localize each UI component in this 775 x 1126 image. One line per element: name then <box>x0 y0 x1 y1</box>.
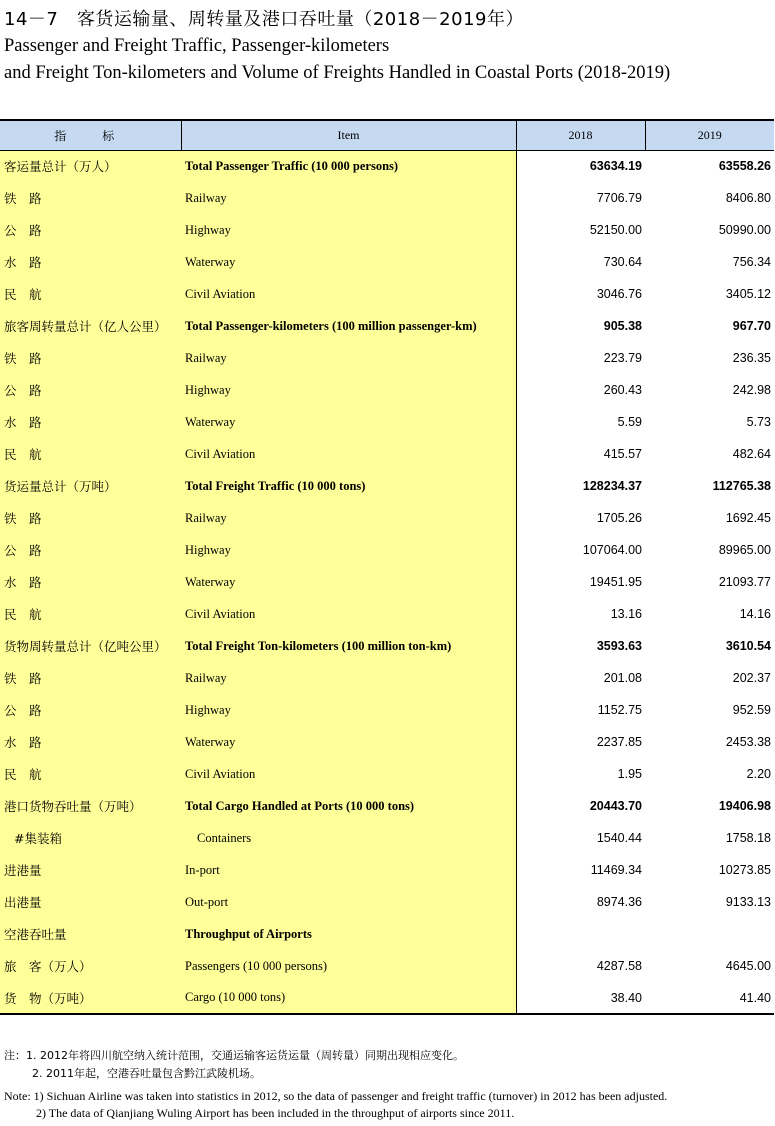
notes-english <box>4 1088 667 1122</box>
value-2019: 112765.38 <box>712 479 771 493</box>
row-label-cn: 民 航 <box>0 438 181 470</box>
table-row <box>0 854 774 886</box>
row-label-cn: 客运量总计（万人） <box>0 150 181 182</box>
table-row <box>0 598 774 630</box>
row-label-en: Civil Aviation <box>181 598 516 630</box>
value-2018: 5.59 <box>617 415 642 429</box>
table-row <box>0 534 774 566</box>
note-cn-2: 2. 2011年起，空港吞吐量包含黔江武陵机场。 <box>32 1067 261 1080</box>
header-indicator-cn: 指 标 <box>0 120 181 150</box>
value-2018: 905.38 <box>603 319 642 333</box>
value-2019: 1692.45 <box>725 511 771 525</box>
value-2018: 63634.19 <box>589 159 642 174</box>
table-row <box>0 310 774 342</box>
row-label-en: Railway <box>181 182 516 214</box>
value-2018: 38.40 <box>516 982 645 1014</box>
row-label-en: Total Passenger Traffic (10 000 persons) <box>181 150 516 182</box>
value-2019: 50990.00 <box>718 223 771 237</box>
row-label-cn: 铁 路 <box>0 342 181 374</box>
value-2018 <box>516 918 645 950</box>
value-2019: 3405.12 <box>725 287 771 301</box>
header-year-2018: 2018 <box>516 120 645 150</box>
value-2019: 2.20 <box>746 767 771 781</box>
value-2019: 41.40 <box>645 982 774 1014</box>
value-2018: 223.79 <box>603 351 642 365</box>
row-label-cn: 港口货物吞吐量（万吨） <box>0 790 181 822</box>
table-row <box>0 246 774 278</box>
row-label-cn: 货 物（万吨） <box>0 982 181 1014</box>
table-title-english-line1: Passenger and Freight Traffic, Passenger-kilometers <box>4 36 390 56</box>
value-2019: 236.35 <box>732 351 771 365</box>
note-en-2: 2) The data of Qianjiang Wuling Airport has been included in the throughput of airports since 2011. <box>36 1106 515 1120</box>
row-label-cn: 水 路 <box>0 246 181 278</box>
table-row <box>0 182 774 214</box>
row-label-en: Civil Aviation <box>181 278 516 310</box>
value-2019: 21093.77 <box>718 575 771 589</box>
statistics-table <box>0 119 774 1015</box>
value-2018: 52150.00 <box>589 223 642 237</box>
value-2018: 20443.70 <box>589 799 642 813</box>
row-label-en: Highway <box>181 694 516 726</box>
table-row <box>0 470 774 502</box>
row-label-en: Waterway <box>181 406 516 438</box>
row-label-en: Total Freight Ton-kilometers (100 million ton-km) <box>181 630 516 662</box>
table-row <box>0 406 774 438</box>
row-label-cn: 进港量 <box>0 854 181 886</box>
row-label-en: Cargo (10 000 tons) <box>181 982 516 1014</box>
table-title-english-line2: and Freight Ton-kilometers and Volume of Freights Handled in Coastal Ports (2018-2019) <box>4 63 671 83</box>
row-label-cn: 货运量总计（万吨） <box>0 470 181 502</box>
row-label-en: Civil Aviation <box>181 758 516 790</box>
value-2018: 1152.75 <box>597 703 642 717</box>
table-title-chinese: 14－7 客货运输量、周转量及港口吞吐量（2018－2019年） <box>4 9 524 30</box>
value-2019: 19406.98 <box>718 799 771 813</box>
value-2018: 730.64 <box>603 255 642 269</box>
row-label-cn: 公 路 <box>0 374 181 406</box>
row-label-en: Throughput of Airports <box>181 918 516 950</box>
table-row <box>0 726 774 758</box>
value-2018: 260.43 <box>603 383 642 397</box>
value-2019 <box>645 918 774 950</box>
row-label-en: Railway <box>181 342 516 374</box>
value-2018: 4287.58 <box>596 959 642 973</box>
value-2018: 13.16 <box>610 607 642 621</box>
row-label-cn: 旅 客（万人） <box>0 950 181 982</box>
value-2018: 1705.26 <box>596 511 642 525</box>
row-label-en: Waterway <box>181 566 516 598</box>
table-row <box>0 950 774 982</box>
row-label-en: Railway <box>181 502 516 534</box>
value-2019: 967.70 <box>732 319 771 333</box>
value-2019: 14.16 <box>739 607 771 621</box>
table-row <box>0 278 774 310</box>
row-label-cn: 旅客周转量总计（亿人公里） <box>0 310 181 342</box>
value-2018: 107064.00 <box>582 543 642 557</box>
value-2019: 10273.85 <box>718 863 771 877</box>
row-label-en: Highway <box>181 374 516 406</box>
row-label-en: In-port <box>181 854 516 886</box>
table-row <box>0 150 774 182</box>
value-2018: 7706.79 <box>596 191 642 205</box>
row-label-cn: #集装箱 <box>0 822 181 854</box>
header-item: Item <box>181 120 516 150</box>
value-2019: 89965.00 <box>718 543 771 557</box>
value-2019: 9133.13 <box>725 895 771 909</box>
row-label-cn: 货物周转量总计（亿吨公里） <box>0 630 181 662</box>
table-row <box>0 694 774 726</box>
row-label-cn: 公 路 <box>0 214 181 246</box>
value-2019: 3610.54 <box>725 639 771 653</box>
table-row <box>0 822 774 854</box>
row-label-en: Total Passenger-kilometers (100 million passenger-km) <box>181 310 516 342</box>
note-cn-1: 注：1. 2012年将四川航空纳入统计范围，交通运输客运货运量（周转量）同期出现相应变化。 <box>4 1049 464 1062</box>
value-2018: 128234.37 <box>582 479 642 493</box>
value-2018: 2237.85 <box>596 735 642 749</box>
table-row <box>0 374 774 406</box>
row-label-en: Highway <box>181 214 516 246</box>
row-label-en: Highway <box>181 534 516 566</box>
value-2018: 415.57 <box>603 447 642 461</box>
table-row <box>0 662 774 694</box>
value-2018: 201.08 <box>603 671 642 685</box>
header-year-2019: 2019 <box>645 120 774 150</box>
row-label-cn: 民 航 <box>0 278 181 310</box>
table-row <box>0 566 774 598</box>
value-2018: 19451.95 <box>589 575 642 589</box>
value-2019: 756.34 <box>732 255 771 269</box>
value-2018: 8974.36 <box>596 895 642 909</box>
value-2019: 952.59 <box>732 703 771 717</box>
table-row <box>0 438 774 470</box>
table-row <box>0 214 774 246</box>
value-2018: 1540.44 <box>596 831 642 845</box>
row-label-cn: 水 路 <box>0 726 181 758</box>
value-2019: 202.37 <box>732 671 771 685</box>
table-row <box>0 630 774 662</box>
row-label-en: Civil Aviation <box>181 438 516 470</box>
table-row <box>0 886 774 918</box>
value-2019: 5.73 <box>746 415 771 429</box>
value-2018: 3593.63 <box>596 639 642 653</box>
table-row <box>0 790 774 822</box>
table-row <box>0 502 774 534</box>
row-label-cn: 铁 路 <box>0 502 181 534</box>
row-label-cn: 铁 路 <box>0 662 181 694</box>
table-header-row <box>0 120 774 150</box>
row-label-cn: 民 航 <box>0 758 181 790</box>
note-en-1: Note: 1) Sichuan Airline was taken into statistics in 2012, so the data of passenger and freight traffic (turnover) in 2012 has been adjusted. <box>4 1089 668 1103</box>
row-label-en: Railway <box>181 662 516 694</box>
table-row <box>0 918 774 950</box>
row-label-cn: 铁 路 <box>0 182 181 214</box>
row-label-en: Total Cargo Handled at Ports (10 000 tons) <box>181 790 516 822</box>
value-2019: 482.64 <box>732 447 771 461</box>
row-label-en: Waterway <box>181 726 516 758</box>
row-label-cn: 空港吞吐量 <box>0 918 181 950</box>
row-label-cn: 水 路 <box>0 406 181 438</box>
value-2019: 63558.26 <box>718 159 771 174</box>
table-row <box>0 342 774 374</box>
row-label-cn: 水 路 <box>0 566 181 598</box>
table-row <box>0 758 774 790</box>
value-2019: 8406.80 <box>725 191 771 205</box>
value-2018: 3046.76 <box>596 287 642 301</box>
value-2019: 2453.38 <box>725 735 771 749</box>
row-label-en: Waterway <box>181 246 516 278</box>
value-2018: 11469.34 <box>590 863 642 877</box>
row-label-en: Passengers (10 000 persons) <box>181 950 516 982</box>
table-row <box>0 982 774 1014</box>
row-label-en: Containers <box>181 822 516 854</box>
notes-chinese <box>4 1047 464 1083</box>
row-label-cn: 公 路 <box>0 694 181 726</box>
row-label-cn: 出港量 <box>0 886 181 918</box>
value-2018: 1.95 <box>617 767 642 781</box>
row-label-cn: 民 航 <box>0 598 181 630</box>
value-2019: 4645.00 <box>725 959 771 973</box>
row-label-cn: 公 路 <box>0 534 181 566</box>
row-label-en: Out-port <box>181 886 516 918</box>
value-2019: 1758.18 <box>725 831 771 845</box>
row-label-en: Total Freight Traffic (10 000 tons) <box>181 470 516 502</box>
value-2019: 242.98 <box>732 383 771 397</box>
